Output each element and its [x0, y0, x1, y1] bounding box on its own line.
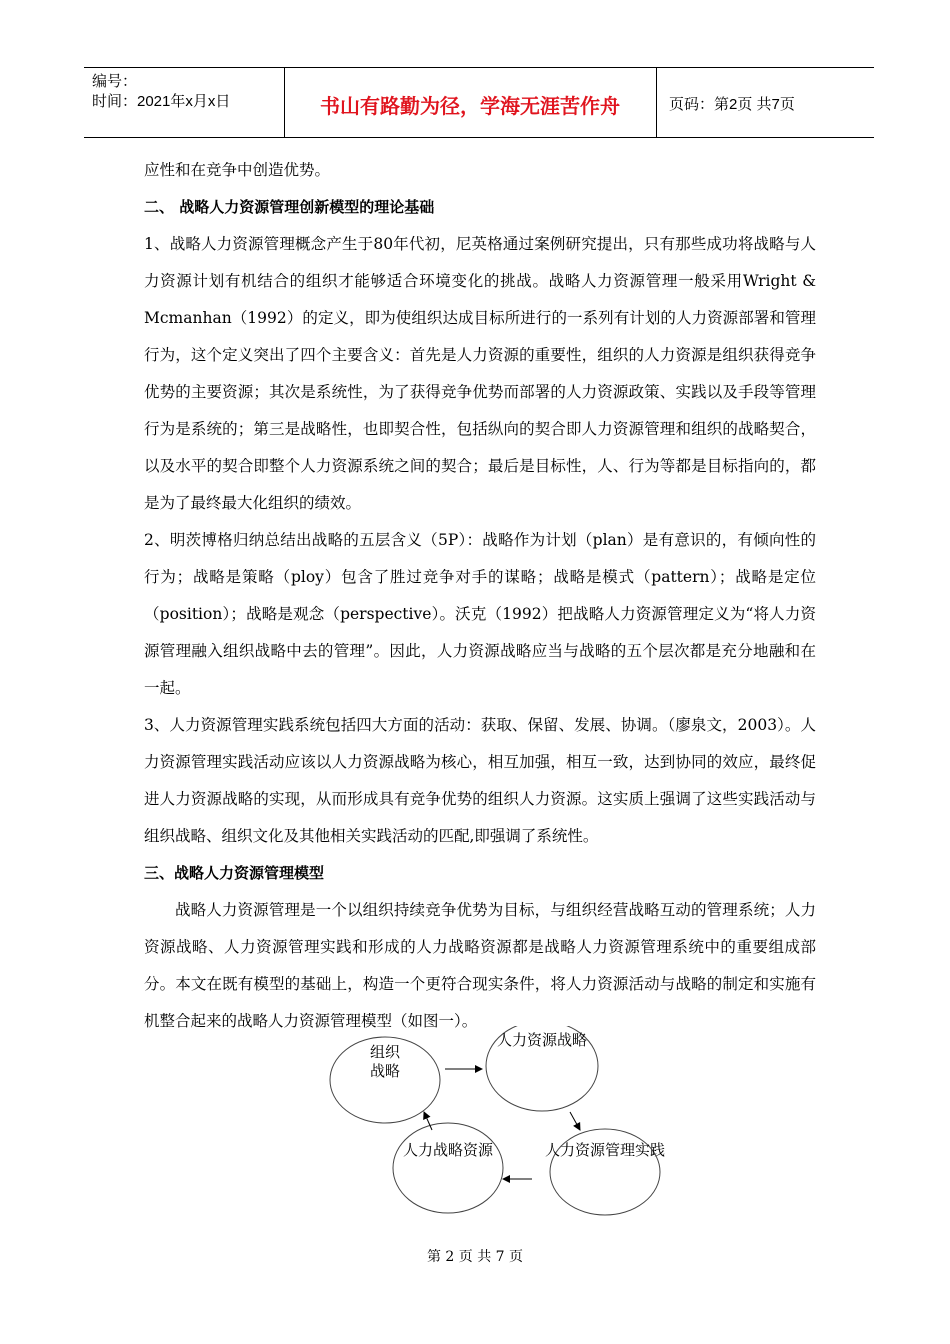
paragraph-1: 1、战略人力资源管理概念产生于80年代初，尼英格通过案例研究提出，只有那些成功将战略与人力资源计划有机结合的组织才能够适合环境变化的挑战。战略人力资源管理一般采用Wright & Mcmanhan（1992）的定义，即为使组织达成目标所进行的一系列有计划的人力资源部署和管理行为，这个定义突出了四个主要含义：首先是人力资源的重要性，组织的人力资源是组织获得竞争优势的主要资源；其次是系统性，为了获得竞争优势而部署的人力资源政策、实践以及手段等管理行为是系统的；第三是战略性，也即契合性，包括纵向的契合即人力资源管理和组织的战略契合，以及水平的契合即整个人力资源系统之间的契合；最后是目标性，人、行为等都是目标指向的，都是为了最终最大化组织的绩效。	[144, 235, 816, 512]
node-org-label-1: 组织	[369, 1043, 401, 1061]
section-heading-2: 二、 战略人力资源管理创新模型的理论基础	[144, 198, 435, 216]
number-label: 编号：	[92, 73, 138, 90]
node-org-label-2: 战略	[369, 1062, 401, 1080]
node-hr-strategy-label: 人力资源战略	[496, 1031, 588, 1049]
paragraph-4: 战略人力资源管理是一个以组织持续竞争优势为目标，与组织经营战略互动的管理系统；人力资源战略、人力资源管理实践和形成的人力战略资源都是战略人力资源管理系统中的重要组成部分。本文在既有模型的基础上，构造一个更符合现实条件，将人力资源活动与战略的制定和实施有机整合起来的战略人力资源管理模型（如图一）。	[144, 901, 816, 1030]
page-info: 页码：第2页 共7页	[669, 96, 795, 113]
time-label: 时间：2021年x月x日	[92, 93, 231, 110]
arrow-hr-strategy-to-practice	[570, 1112, 580, 1130]
header-page-cell	[657, 68, 874, 137]
motto: 书山有路勤为径，学海无涯苦作舟	[320, 94, 620, 118]
document-body	[144, 152, 816, 1040]
paragraph-2: 2、明茨博格归纳总结出战略的五层含义（5P）：战略作为计划（plan）是有意识的，有倾向性的行为；战略是策略（ploy）包含了胜过竞争对手的谋略；战略是模式（pattern）；战略是定位（position）；战略是观念（perspective）。沃克（1992）把战略人力资源管理定义为“将人力资源管理融入组织战略中去的管理”。因此，人力资源战略应当与战略的五个层次都是充分地融和在一起。	[144, 531, 816, 697]
header-meta-cell	[84, 68, 285, 137]
paragraph-3: 3、人力资源管理实践系统包括四大方面的活动：获取、保留、发展、协调。（廖泉文，2003）。人力资源管理实践活动应该以人力资源战略为核心，相互加强，相互一致，达到协同的效应，最终促进人力资源战略的实现，从而形成具有竞争优势的组织人力资源。这实质上强调了这些实践活动与组织战略、组织文化及其他相关实践活动的匹配,即强调了系统性。	[144, 716, 816, 845]
page-footer: 第 2 页 共 7 页	[426, 1249, 524, 1265]
header-motto-cell	[284, 68, 657, 137]
node-hr-resource-circle	[393, 1123, 503, 1213]
page-header	[84, 67, 874, 138]
shrm-model-diagram	[320, 1026, 680, 1226]
paragraph-continued: 应性和在竞争中创造优势。	[144, 161, 331, 179]
node-hr-resource-label: 人力战略资源	[402, 1141, 494, 1159]
section-heading-3: 三、战略人力资源管理模型	[144, 864, 325, 882]
node-hr-practice-label: 人力资源管理实践	[544, 1141, 666, 1159]
